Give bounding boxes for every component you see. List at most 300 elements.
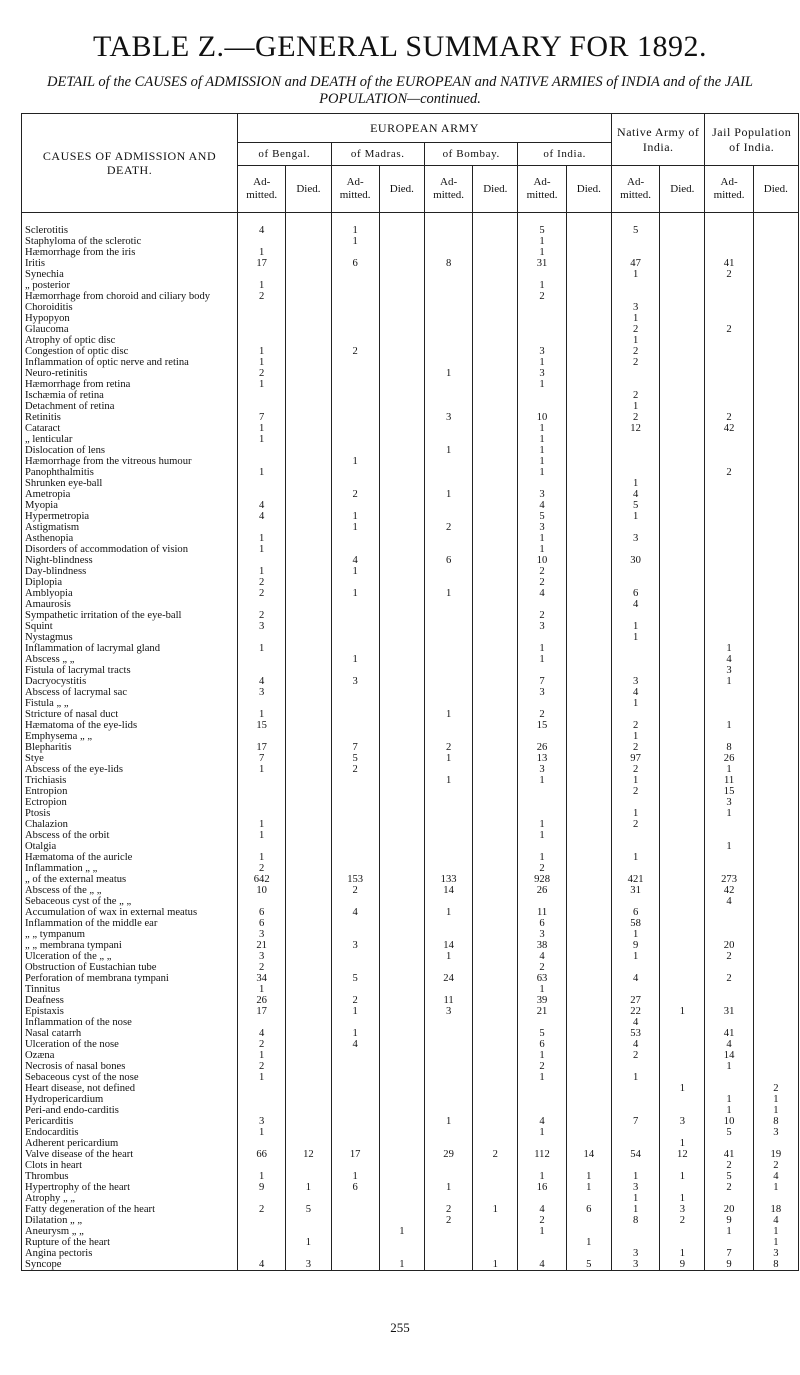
died-cell bbox=[379, 566, 424, 577]
died-cell bbox=[286, 1006, 331, 1017]
admitted-cell: 6 bbox=[331, 1182, 379, 1193]
admitted-cell bbox=[238, 1160, 286, 1171]
died-cell bbox=[753, 786, 798, 797]
died-cell bbox=[566, 1116, 611, 1127]
cause-cell: Ischæmia of retina bbox=[22, 390, 238, 401]
table-row bbox=[22, 687, 799, 698]
admitted-cell: 1 bbox=[705, 1105, 753, 1116]
died-cell bbox=[753, 951, 798, 962]
died-cell bbox=[379, 1215, 424, 1226]
admitted-cell: 1 bbox=[238, 852, 286, 863]
died-cell bbox=[286, 1039, 331, 1050]
admitted-cell: 1 bbox=[611, 401, 659, 412]
admitted-cell: 1 bbox=[424, 588, 472, 599]
died-cell bbox=[473, 280, 518, 291]
died-cell bbox=[753, 885, 798, 896]
died-cell bbox=[473, 1006, 518, 1017]
died-cell bbox=[473, 643, 518, 654]
died-cell: 2 bbox=[660, 1215, 705, 1226]
cause-cell: Squint bbox=[22, 621, 238, 632]
died-cell bbox=[566, 764, 611, 775]
admitted-cell bbox=[518, 797, 566, 808]
admitted-cell bbox=[331, 302, 379, 313]
admitted-cell bbox=[424, 764, 472, 775]
admitted-cell bbox=[705, 819, 753, 830]
died-cell: 12 bbox=[286, 1149, 331, 1160]
admitted-cell bbox=[238, 478, 286, 489]
died-cell bbox=[660, 1105, 705, 1116]
admitted-cell bbox=[331, 467, 379, 478]
died-cell bbox=[660, 533, 705, 544]
died-cell bbox=[753, 610, 798, 621]
admitted-cell: 1 bbox=[424, 368, 472, 379]
died-cell bbox=[566, 709, 611, 720]
admitted-cell bbox=[238, 797, 286, 808]
died-cell bbox=[379, 258, 424, 269]
admitted-cell: 1 bbox=[518, 467, 566, 478]
died-cell bbox=[566, 1248, 611, 1259]
admitted-cell bbox=[518, 1160, 566, 1171]
page-subtitle: DETAIL of the CAUSES of ADMISSION and DEATH of the EUROPEAN and NATIVE ARMIES of INDIA and of the JAIL POPULATION—continued. bbox=[47, 74, 753, 107]
died-cell bbox=[473, 269, 518, 280]
admitted-cell: 5 bbox=[518, 511, 566, 522]
cause-cell: Hæmatoma of the eye-lids bbox=[22, 720, 238, 731]
died-cell bbox=[286, 1083, 331, 1094]
admitted-cell: 2 bbox=[424, 742, 472, 753]
died-cell bbox=[379, 940, 424, 951]
admitted-cell: 1 bbox=[424, 709, 472, 720]
table-row bbox=[22, 1237, 799, 1248]
died-cell bbox=[660, 280, 705, 291]
died-cell bbox=[286, 973, 331, 984]
admitted-cell bbox=[424, 643, 472, 654]
died-cell bbox=[566, 1017, 611, 1028]
cause-cell: Necrosis of nasal bones bbox=[22, 1061, 238, 1072]
admitted-cell bbox=[238, 1105, 286, 1116]
admitted-cell: 3 bbox=[611, 676, 659, 687]
admitted-cell: 2 bbox=[238, 1061, 286, 1072]
died-cell bbox=[566, 1094, 611, 1105]
died-cell bbox=[566, 621, 611, 632]
table-row bbox=[22, 731, 799, 742]
died-cell bbox=[286, 346, 331, 357]
admitted-cell: 7 bbox=[331, 742, 379, 753]
admitted-cell: 2 bbox=[518, 291, 566, 302]
admitted-cell: 4 bbox=[518, 588, 566, 599]
admitted-cell bbox=[424, 841, 472, 852]
admitted-cell: 1 bbox=[518, 819, 566, 830]
died-cell bbox=[566, 1160, 611, 1171]
admitted-cell bbox=[705, 863, 753, 874]
died-cell bbox=[473, 247, 518, 258]
admitted-cell bbox=[331, 1160, 379, 1171]
admitted-cell: 2 bbox=[238, 291, 286, 302]
died-cell bbox=[473, 1039, 518, 1050]
table-row bbox=[22, 1204, 799, 1215]
died-cell bbox=[379, 665, 424, 676]
admitted-cell bbox=[424, 1193, 472, 1204]
cause-cell: Hæmorrhage from choroid and ciliary body bbox=[22, 291, 238, 302]
table-row bbox=[22, 1149, 799, 1160]
died-header: Died. bbox=[379, 166, 424, 213]
admitted-cell: 6 bbox=[611, 907, 659, 918]
cause-cell: Staphyloma of the sclerotic bbox=[22, 236, 238, 247]
died-cell bbox=[473, 797, 518, 808]
admitted-cell bbox=[424, 896, 472, 907]
died-cell bbox=[566, 500, 611, 511]
died-cell: 8 bbox=[753, 1116, 798, 1127]
died-cell bbox=[566, 467, 611, 478]
died-cell bbox=[473, 731, 518, 742]
admitted-cell: 53 bbox=[611, 1028, 659, 1039]
admitted-cell: 6 bbox=[424, 555, 472, 566]
cause-cell: Ectropion bbox=[22, 797, 238, 808]
died-cell bbox=[753, 962, 798, 973]
table-row bbox=[22, 456, 799, 467]
admitted-cell bbox=[518, 1237, 566, 1248]
admitted-cell: 2 bbox=[238, 577, 286, 588]
admitted-cell bbox=[424, 291, 472, 302]
cause-cell: Diplopia bbox=[22, 577, 238, 588]
admitted-cell bbox=[424, 1061, 472, 1072]
cause-cell: Shrunken eye-ball bbox=[22, 478, 238, 489]
died-cell bbox=[286, 885, 331, 896]
died-cell bbox=[660, 665, 705, 676]
died-cell bbox=[753, 368, 798, 379]
died-cell bbox=[566, 1083, 611, 1094]
died-cell bbox=[660, 445, 705, 456]
died-cell bbox=[473, 753, 518, 764]
admitted-cell bbox=[424, 390, 472, 401]
admitted-cell: 6 bbox=[238, 907, 286, 918]
died-cell bbox=[566, 1215, 611, 1226]
cause-cell: Adherent pericardium bbox=[22, 1138, 238, 1149]
admitted-cell: 3 bbox=[518, 764, 566, 775]
died-cell bbox=[660, 863, 705, 874]
died-cell: 1 bbox=[473, 1204, 518, 1215]
cause-cell: Abscess of the orbit bbox=[22, 830, 238, 841]
died-cell: 6 bbox=[566, 1204, 611, 1215]
admitted-cell: 26 bbox=[705, 753, 753, 764]
died-cell bbox=[753, 478, 798, 489]
died-cell bbox=[566, 841, 611, 852]
admitted-cell: 1 bbox=[238, 709, 286, 720]
died-cell bbox=[753, 863, 798, 874]
died-cell bbox=[753, 379, 798, 390]
admitted-cell bbox=[424, 566, 472, 577]
admitted-cell: 7 bbox=[611, 1116, 659, 1127]
admitted-cell: 11 bbox=[705, 775, 753, 786]
admitted-cell bbox=[424, 687, 472, 698]
died-cell bbox=[473, 951, 518, 962]
admitted-cell bbox=[238, 445, 286, 456]
admitted-cell bbox=[424, 632, 472, 643]
cause-cell: Myopia bbox=[22, 500, 238, 511]
died-cell: 1 bbox=[660, 1083, 705, 1094]
admitted-cell: 26 bbox=[518, 885, 566, 896]
admitted-cell bbox=[331, 533, 379, 544]
died-cell bbox=[753, 544, 798, 555]
died-cell bbox=[286, 709, 331, 720]
spacer-cell bbox=[473, 213, 518, 226]
died-cell bbox=[379, 951, 424, 962]
admitted-cell: 31 bbox=[611, 885, 659, 896]
table-row bbox=[22, 775, 799, 786]
died-cell bbox=[660, 225, 705, 236]
admitted-cell: 4 bbox=[611, 1039, 659, 1050]
table-row bbox=[22, 500, 799, 511]
died-cell bbox=[379, 401, 424, 412]
spacer-cell bbox=[238, 213, 286, 226]
died-cell bbox=[753, 577, 798, 588]
admitted-cell bbox=[518, 698, 566, 709]
died-cell bbox=[566, 808, 611, 819]
table-body bbox=[22, 213, 799, 1271]
died-cell bbox=[660, 390, 705, 401]
died-cell bbox=[660, 808, 705, 819]
died-cell bbox=[286, 1061, 331, 1072]
died-cell bbox=[473, 808, 518, 819]
admitted-cell: 1 bbox=[238, 467, 286, 478]
admitted-cell: 2 bbox=[611, 764, 659, 775]
died-cell bbox=[286, 1050, 331, 1061]
died-cell bbox=[660, 764, 705, 775]
admitted-cell bbox=[331, 797, 379, 808]
admitted-cell: 1 bbox=[705, 808, 753, 819]
died-cell: 1 bbox=[753, 1105, 798, 1116]
died-cell bbox=[660, 302, 705, 313]
admitted-cell bbox=[705, 357, 753, 368]
died-cell bbox=[660, 1061, 705, 1072]
admitted-cell: 4 bbox=[331, 907, 379, 918]
died-cell bbox=[286, 786, 331, 797]
died-cell bbox=[566, 885, 611, 896]
admitted-cell: 31 bbox=[705, 1006, 753, 1017]
admitted-cell bbox=[705, 346, 753, 357]
admitted-cell bbox=[238, 1083, 286, 1094]
table-row bbox=[22, 368, 799, 379]
died-cell bbox=[660, 236, 705, 247]
died-cell bbox=[473, 654, 518, 665]
died-cell bbox=[473, 566, 518, 577]
admitted-cell: 3 bbox=[611, 533, 659, 544]
admitted-cell: 1 bbox=[518, 247, 566, 258]
died-cell bbox=[566, 632, 611, 643]
admitted-cell: 6 bbox=[518, 1039, 566, 1050]
admitted-cell: 1 bbox=[705, 841, 753, 852]
table-row bbox=[22, 522, 799, 533]
died-cell bbox=[566, 324, 611, 335]
admitted-header: Ad-mitted. bbox=[611, 166, 659, 213]
died-cell bbox=[286, 225, 331, 236]
died-cell bbox=[379, 731, 424, 742]
died-cell bbox=[660, 742, 705, 753]
admitted-cell bbox=[331, 819, 379, 830]
admitted-cell: 4 bbox=[238, 1259, 286, 1271]
died-cell bbox=[753, 313, 798, 324]
died-cell bbox=[566, 566, 611, 577]
died-cell bbox=[660, 434, 705, 445]
died-cell bbox=[473, 1237, 518, 1248]
admitted-cell bbox=[424, 1127, 472, 1138]
died-cell bbox=[286, 258, 331, 269]
admitted-cell bbox=[611, 566, 659, 577]
died-cell bbox=[566, 478, 611, 489]
cause-cell: Ulceration of the nose bbox=[22, 1039, 238, 1050]
died-cell bbox=[379, 929, 424, 940]
died-cell bbox=[660, 368, 705, 379]
admitted-cell bbox=[424, 544, 472, 555]
died-cell bbox=[286, 896, 331, 907]
admitted-cell bbox=[331, 390, 379, 401]
admitted-cell: 1 bbox=[518, 852, 566, 863]
died-cell: 1 bbox=[379, 1226, 424, 1237]
died-cell bbox=[379, 610, 424, 621]
died-cell bbox=[660, 995, 705, 1006]
admitted-cell: 1 bbox=[238, 1050, 286, 1061]
admitted-cell: 1 bbox=[705, 1226, 753, 1237]
died-cell bbox=[660, 874, 705, 885]
died-cell bbox=[473, 588, 518, 599]
died-cell bbox=[473, 632, 518, 643]
died-cell bbox=[379, 753, 424, 764]
died-cell bbox=[379, 368, 424, 379]
table-row bbox=[22, 797, 799, 808]
died-cell bbox=[473, 863, 518, 874]
admitted-cell: 3 bbox=[518, 687, 566, 698]
admitted-cell bbox=[424, 346, 472, 357]
admitted-cell bbox=[705, 610, 753, 621]
died-cell bbox=[660, 313, 705, 324]
admitted-cell: 29 bbox=[424, 1149, 472, 1160]
admitted-cell bbox=[611, 368, 659, 379]
died-cell bbox=[286, 269, 331, 280]
died-cell: 1 bbox=[286, 1182, 331, 1193]
admitted-cell bbox=[705, 390, 753, 401]
admitted-cell: 2 bbox=[611, 390, 659, 401]
admitted-cell: 8 bbox=[705, 742, 753, 753]
admitted-cell bbox=[705, 236, 753, 247]
died-cell bbox=[473, 819, 518, 830]
admitted-cell: 3 bbox=[518, 489, 566, 500]
died-cell bbox=[379, 390, 424, 401]
cause-cell: Dislocation of lens bbox=[22, 445, 238, 456]
admitted-cell: 1 bbox=[331, 1171, 379, 1182]
died-cell bbox=[660, 489, 705, 500]
admitted-cell: 1 bbox=[518, 434, 566, 445]
admitted-cell bbox=[705, 984, 753, 995]
admitted-cell: 1 bbox=[518, 1050, 566, 1061]
spacer-cell bbox=[331, 213, 379, 226]
admitted-cell bbox=[518, 841, 566, 852]
admitted-cell bbox=[331, 544, 379, 555]
died-cell bbox=[566, 346, 611, 357]
cause-cell: Epistaxis bbox=[22, 1006, 238, 1017]
admitted-cell: 3 bbox=[424, 412, 472, 423]
admitted-cell: 11 bbox=[518, 907, 566, 918]
died-cell bbox=[286, 533, 331, 544]
admitted-cell bbox=[331, 665, 379, 676]
died-cell bbox=[286, 368, 331, 379]
admitted-cell bbox=[611, 456, 659, 467]
died-cell bbox=[473, 929, 518, 940]
died-cell bbox=[286, 1138, 331, 1149]
died-cell bbox=[753, 302, 798, 313]
died-cell bbox=[660, 918, 705, 929]
cause-cell: Chalazion bbox=[22, 819, 238, 830]
admitted-cell bbox=[705, 1138, 753, 1149]
admitted-cell bbox=[238, 522, 286, 533]
admitted-cell bbox=[424, 236, 472, 247]
admitted-cell bbox=[331, 1116, 379, 1127]
admitted-cell bbox=[238, 269, 286, 280]
admitted-cell bbox=[424, 313, 472, 324]
died-cell bbox=[379, 698, 424, 709]
died-cell bbox=[379, 676, 424, 687]
died-cell bbox=[753, 1006, 798, 1017]
admitted-cell bbox=[424, 852, 472, 863]
died-cell bbox=[286, 291, 331, 302]
cause-cell: Choroiditis bbox=[22, 302, 238, 313]
admitted-cell: 1 bbox=[518, 445, 566, 456]
cause-cell: Syncope bbox=[22, 1259, 238, 1271]
died-cell bbox=[473, 1215, 518, 1226]
died-cell bbox=[753, 1050, 798, 1061]
admitted-cell: 3 bbox=[518, 368, 566, 379]
table-row bbox=[22, 313, 799, 324]
died-cell bbox=[566, 1061, 611, 1072]
died-cell: 1 bbox=[660, 1248, 705, 1259]
died-cell bbox=[566, 258, 611, 269]
admitted-cell: 6 bbox=[611, 588, 659, 599]
admitted-cell bbox=[705, 302, 753, 313]
admitted-cell bbox=[331, 951, 379, 962]
admitted-cell bbox=[424, 401, 472, 412]
cause-cell: „ „ tympanum bbox=[22, 929, 238, 940]
cause-cell: Blepharitis bbox=[22, 742, 238, 753]
admitted-cell bbox=[424, 1138, 472, 1149]
admitted-cell: 8 bbox=[611, 1215, 659, 1226]
died-cell bbox=[379, 1204, 424, 1215]
admitted-cell bbox=[705, 1237, 753, 1248]
died-cell bbox=[473, 478, 518, 489]
admitted-cell: 1 bbox=[238, 346, 286, 357]
admitted-cell: 2 bbox=[611, 412, 659, 423]
admitted-cell bbox=[331, 1072, 379, 1083]
admitted-cell bbox=[424, 434, 472, 445]
died-cell bbox=[566, 599, 611, 610]
died-cell bbox=[473, 1105, 518, 1116]
cause-cell: Inflammation of the middle ear bbox=[22, 918, 238, 929]
table-row bbox=[22, 434, 799, 445]
admitted-cell bbox=[705, 907, 753, 918]
died-cell bbox=[660, 544, 705, 555]
admitted-cell: 1 bbox=[424, 753, 472, 764]
cause-cell: Ozæna bbox=[22, 1050, 238, 1061]
india-header: of India. bbox=[518, 143, 612, 166]
admitted-cell: 5 bbox=[611, 225, 659, 236]
died-cell bbox=[660, 687, 705, 698]
admitted-cell: 2 bbox=[518, 610, 566, 621]
admitted-cell: 2 bbox=[518, 566, 566, 577]
died-cell bbox=[566, 423, 611, 434]
died-cell bbox=[473, 775, 518, 786]
died-cell bbox=[379, 687, 424, 698]
admitted-cell bbox=[705, 687, 753, 698]
died-cell bbox=[660, 522, 705, 533]
table-row bbox=[22, 478, 799, 489]
died-cell bbox=[473, 973, 518, 984]
